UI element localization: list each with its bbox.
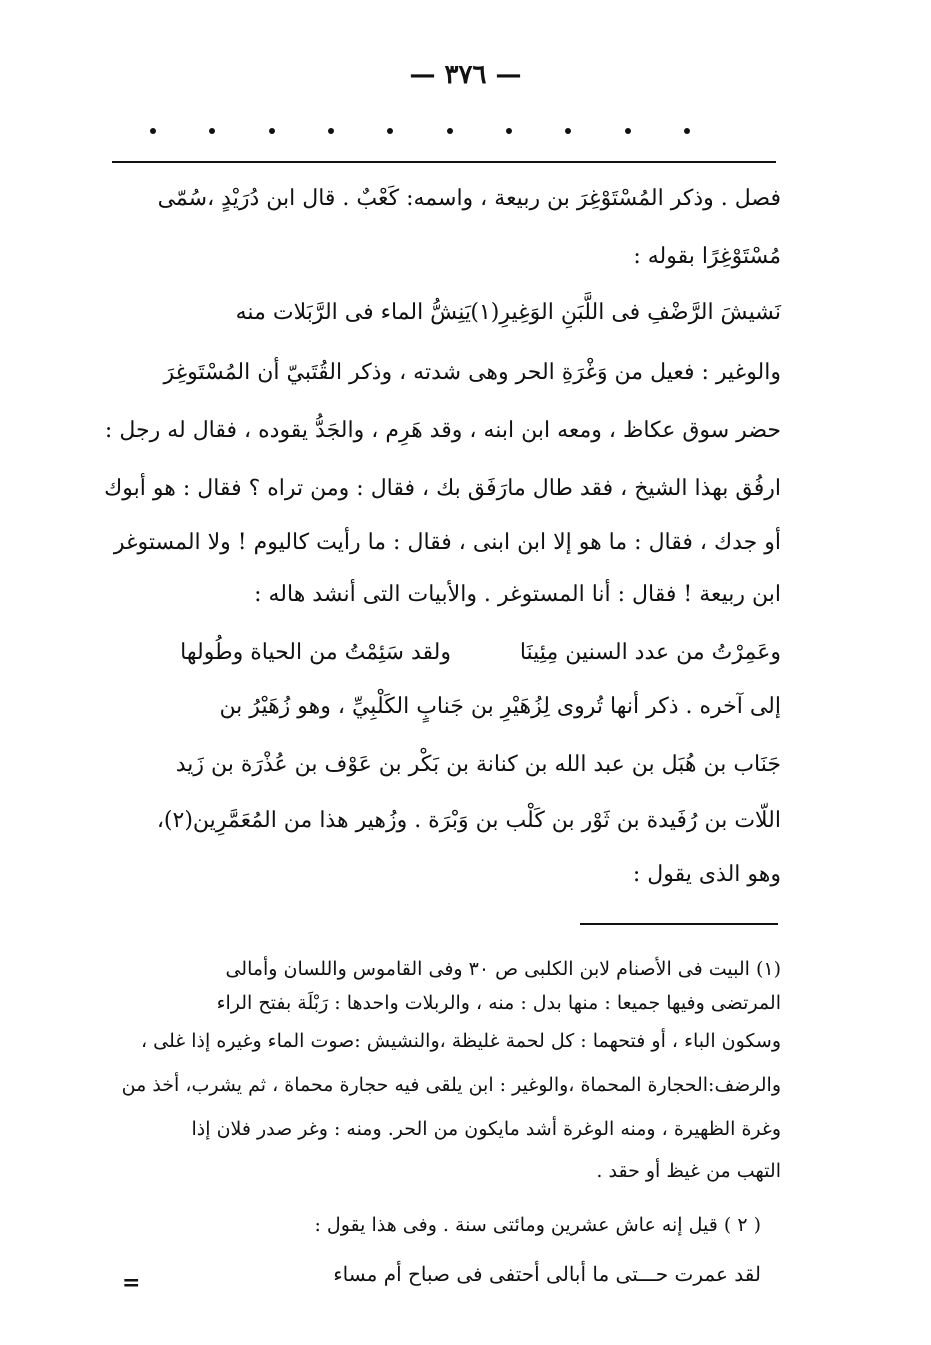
footnote-line: التهب من غيظ أو حقد . xyxy=(596,1160,781,1182)
text-line: أو جدك ، فقال : ما هو إلا ابن ابنى ، فقال : ما رأيت كاليوم ! ولا المستوغر xyxy=(113,530,781,555)
text-line: وهو الذى يقول : xyxy=(632,862,781,887)
footnote-line: لقد عمرت حـــتى ما أبالى أحتفى فى صباح أم مساء xyxy=(333,1262,761,1286)
footnote-line: وغرة الظهيرة ، ومنه الوغرة أشد مايكون من الحر. ومنه : وغر صدر فلان إذا xyxy=(191,1118,781,1140)
verse-hemistich: يَنِشُّ الماء فى الرَّبَلات منه xyxy=(235,300,471,325)
footnote-line: ( ٢ ) قيل إنه عاش عشرين ومائتى سنة . وفى هذا يقول : xyxy=(314,1214,761,1236)
verse-hemistich: ولقد سَئِمْتُ من الحياة وطُولها xyxy=(180,640,451,665)
text-line: فصل . وذكر المُسْتَوْغِرَ بن ربيعة ، واسمه: كَعْبٌ . قال ابن دُرَيْدٍ ،سُمّى xyxy=(157,186,781,211)
text-line: ارفُق بهذا الشيخ ، فقد طال مارَفَق بك ، فقال : ومن تراه ؟ فقال : هو أبوك xyxy=(104,476,781,501)
verse-hemistich: وعَمِرْتُ من عدد السنين مِئِينَا xyxy=(519,640,781,665)
text-line: حضر سوق عكاظ ، ومعه ابن ابنه ، وقد هَرِم ، والجَدُّ يقوده ، فقال له رجل : xyxy=(104,418,781,443)
verse-hemistich: نَشيشَ الرَّضْفِ فى اللَّبَنِ الوَغِيرِ(١) xyxy=(470,300,781,325)
text-line: اللّات بن رُفَيدة بن ثَوْر بن كَلْب بن وَبْرَة . وزُهير هذا من المُعَمَّرِين(٢)، xyxy=(156,808,781,833)
continuation-mark: = xyxy=(122,1270,141,1296)
page-number: — ٣٧٦ — xyxy=(409,60,522,90)
text-line: والوغير : فعيل من وَغْرَةِ الحر وهى شدته ، وذكر القُتَبيّ أن المُسْتَوغِرَ xyxy=(163,360,781,385)
footnote-line: (١) البيت فى الأصنام لابن الكلبى ص ٣٠ وفى القاموس واللسان وأمالى xyxy=(225,958,781,980)
text-line: ابن ربيعة ! فقال : أنا المستوغر . والأبيات التى أنشد هاله : xyxy=(254,582,781,607)
text-line: مُسْتَوْغِرًا بقوله : xyxy=(633,244,781,269)
footnote-line: المرتضى وفيها جميعا : منها بدل : منه ، والربلات واحدها : رَبْلَة بفتح الراء xyxy=(216,992,781,1014)
footnote-line: وسكون الباء ، أو فتحهما : كل لحمة غليظة ،والنشيش :صوت الماء وغيره إذا غلى ، xyxy=(141,1030,781,1052)
footnote-line: والرضف:الحجارة المحماة ،والوغير : ابن يلقى فيه حجارة محماة ، ثم يشرب، أخذ من xyxy=(121,1074,781,1096)
text-line: إلى آخره . ذكر أنها تُروى لِزُهَيْرِ بن جَنابٍ الكَلْبِيِّ ، وهو زُهَيْرُ بن xyxy=(219,694,781,719)
text-line: جَنَاب بن هُبَل بن عبد الله بن كنانة بن بَكْر بن عَوْف بن عُذْرَة بن زَيد xyxy=(175,752,781,777)
main-text xyxy=(104,0,781,1345)
footnote-rule xyxy=(580,923,778,925)
